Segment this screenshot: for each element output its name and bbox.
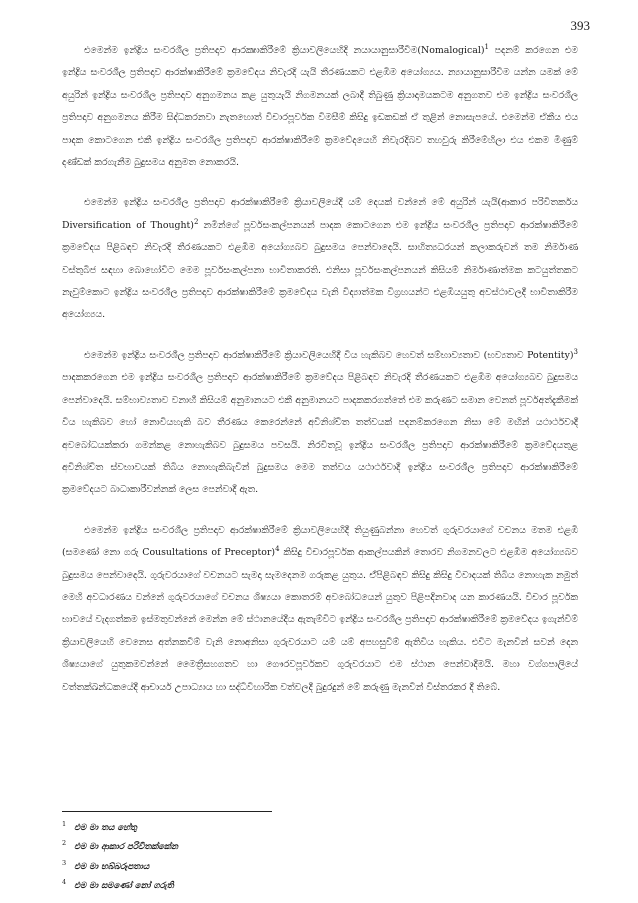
paragraph-2-lead: එමෙන්ම ඉන්ද්‍රිය සංවරශීල ප්‍රතිපදාව ආරක්ෂාකිරීමේ ක්‍රියාවලියේදී යම් දෙයක් වන්නේ මේ අයුරින් යැයි(ආකාර පරිවිතර්කය Diversification of Thought)	[62, 197, 578, 231]
footnote-ref-2: 2	[193, 217, 199, 226]
footnote-ref-4: 4	[275, 545, 280, 553]
footnote-text: එම මා ආකාර පරිවිතක්කේන	[74, 842, 178, 853]
body-text	[62, 40, 578, 717]
footnote-text: එම මා භබ්බරූපතාය	[74, 861, 150, 872]
footnote-number: 4	[62, 878, 67, 887]
footnote-number: 1	[62, 820, 67, 828]
paragraph-4-body: කිසිදු විචාරපූර්වක ආකල්පයකින් තොරව නිගමනවලට එළඹීම අයෝග්‍යබව බුදුසමය පෙන්වාදෙයි. ගුරුවරයාගේ වචනයට සැමදා සැමදෙනම ගරුකළ යුතුය. ඒ්පිළිබඳව කිසිදු කිසිදු විවාදයක් තිබිය නොහැක නමුත් මෙහි අවධාරණය වන්නේ ගුරුවරයාගේ වචනය ශිෂ්‍යයා කොතරම් අවබෝධයෙන් යුතුව පිළිපදිනවාද යන කාරණයයි. විචාර පූර්වක භාවයේ වැදගත්කම ඉස්මතුවන්නේ මෙන්න මේ ස්ථානයේදීය ඇතැම්විට ඉන්ද්‍රිය සංවරශීල ප්‍රතිපදාව ආරක්ෂාකිරීමේ ක්‍රමවේදය ඉගැන්වීම් ක්‍රියාවලියෙහි වෙනෙස අත්නකවීම් වැනි නොඅනිසා ගුරුවරයාට යම් යම් අපහසුවීම් ඇතිවිය හැකිය. එවිට මැනවින් සවන් දෙන ශිෂ්‍යයාගේ යුතුකමවන්නේ මෛත්‍රීසහගතව හා ගෞරවපූර්වකව ගුරුවරයාට එම ස්ථාන පෙන්වාදීමයි. මහා වග්ගපාලියේ වත්තක්ඛන්ධකයේදී ආචාර්ය උපාධ්‍යාය හා සද්ධිවිහාරික වත්වලදී බුදුරදුන් මේ කරුණු මැනවින් විස්තරකර දී තිබේ.	[62, 547, 579, 693]
paragraph-2-body: නමින්ගේ පූර්වසංකල්පනයන් පාදක කොටගෙන එම ඉන්ද්‍රිය සංවරශීල ප්‍රතිපදාව ආරක්ෂාකිරීමේ ක්‍රමවේදය පිළිබඳව නිවැරදි තීරණයකට එළඹීම අයෝග්‍යබව බුදුසමය පෙන්වාදෙයි. සාහිත්‍යධරයන් කලාකරුවන් තම නිර්මාණ වස්තුබිජ සඳහා බොහෝවිට මෙම පූර්වසංකල්පනා භාවිතාකරති. එනිසා පූර්වසංකල්පනයන් කිසියම් නිර්මාණාත්මක කටයුත්තකට නැවුම්කොට ඉන්ද්‍රිය සංවරශීල ප්‍රතිපදාව ආරක්ෂාකිරීමේ ක්‍රමවේදය වැනි විද්‍යාත්මක විග්‍රහයන්ට එළඹියයුතු අවස්ථාවලදී භාවිතාකිරීම අයෝග්‍යය.	[62, 219, 578, 321]
paragraph-1-lead: එමෙන්ම ඉන්ද්‍රිය සංවරශීල ප්‍රතිපදාව ආරක්‍ෂාකිරීමේ ක්‍රියාවලියෙහිදි නයායානුසාරීවීම(Nomalogical)	[84, 45, 485, 56]
footnote-number: 3	[62, 858, 67, 867]
footnote-number: 2	[62, 839, 67, 848]
footnote-text: එම මා තය හේතු	[74, 822, 137, 833]
page-number: 393	[570, 18, 590, 33]
footnote-divider	[62, 811, 272, 812]
footnote-4	[62, 875, 462, 894]
footnote-2	[62, 836, 462, 855]
paragraph-3-body: පාදකකරගෙන එම ඉන්ද්‍රිය සංවරශීල ප්‍රතිපදාව ආරක්ෂාකිරීමේ ක්‍රමවේදය පිළිබඳව නිවැරදි තීරණයකට එළඹීම අයෝග්‍යබව බුදුසමය පෙන්වාදෙයි. සම්භාව්‍යතාව වනාහී කිසියම් අනුමානයට එකී අනුමානයට පාදකකරගත්තේ එම කරුණට සමාන වෙනත් පූර්වඅත්දැකීමක් විය හැකිබව හෝ නොවියහැකි බව තීරණය කෙරෙන්නේ අවිනිශ්චිත තත්වයක් පදනම්කරගෙන නිසා මේ මඟින් යථාර්ථවාදී අවබෝධයක්කරා ගමන්කළ නොහැකිබව බුදුසමය පවසයි. නිරවිතවූ ඉන්ද්‍රිය සංවරශීල ප්‍රතිපදාව ආරක්ෂාකිරීමේ ක්‍රමවේදයතුළ අවිනිශ්චිත ස්වභාවයක් තිබිය නොහැකිබැවින් බුදුසමය මෙම තත්වය යථාර්ථවාදී ඉන්ද්‍රිය සංවරශීල ප්‍රතිපදාව ආරක්ෂාකිරීමේ ක්‍රමවේදයට බාධාකාරීවන්නක් ලෙස පෙන්වාදී ඇත.	[62, 372, 578, 496]
footnote-text: එම මා සමණෝ නෝ ගරුති	[74, 880, 174, 891]
paragraph-3	[62, 345, 578, 502]
paragraph-1-body: පදනම් කරගෙන එම ඉන්ද්‍රිය සංවරශීල ප්‍රතිපදාව ආරක්ෂාකිරීමේ ක්‍රමවේදය නිවැරදි යැයි තීරණයකට එළඹීම අයෝග්‍යය. න්‍යායානුසාරීවීම යන්න යමක් මේ අයුරින් ඉන්ද්‍රිය සංවරශීල ප්‍රතිපදාව අනුගමනය කළ යුතුයැයි නිගමනයක් ලබාදී තිබුණු ක්‍රියාදාමයකටම අනුගතව එම ඉන්ද්‍රිය සංවරශීල ප්‍රතිපදාව අනුගමනය කිරීම සිද්ධකරනවා නැතහොත් විචාරපූර්වක විමසීම් කිසිදු ඉඩකඩක් ඒ තුළින් නොසැපයේ. එමෙන්ම ඒකීය එය පාදක කොටගෙන එකී ඉන්ද්‍රිය සංවරශීල ප්‍රතිපදාව ආරක්ෂාකිරීමේ ක්‍රමවේදයෙහි නිවැරදිබව තහවුරු කිරීමේහිලා එය එකම මිණුම් දණ්ඩක් කරගැනීම බුදුසමය අනුමත නොකරයි.	[62, 45, 578, 169]
footnote-ref-3: 3	[573, 347, 578, 356]
paragraph-3-lead: එමෙන්ම ඉන්ද්‍රිය සංවරශීල ප්‍රතිපදාව ආරක්ෂාකිරීමේ ක්‍රියාවලියෙහිදී විය හැකිබව හෙවත් සම්භාව්‍යතාව (භව්‍යතාව Potentity)	[84, 349, 574, 361]
footnote-1	[62, 817, 462, 836]
paragraph-1	[62, 40, 578, 174]
paragraph-4-lead: එමෙන්ම ඉන්ද්‍රිය සංවරශීල ප්‍රතිපදාව ආරක්ෂාකිරීමේ ක්‍රියාවලියෙහිදී තියුණුබන්නා හෙවත් ගුරුවරයාගේ වචනය මතම එළඹී (සමණෝ නො ගරු Cousultations of Preceptor)	[62, 524, 578, 559]
paragraph-2	[62, 192, 578, 326]
footnote-3	[62, 856, 462, 875]
footnotes	[62, 817, 462, 894]
paragraph-4	[62, 520, 578, 699]
footnote-ref-1: 1	[484, 42, 489, 51]
